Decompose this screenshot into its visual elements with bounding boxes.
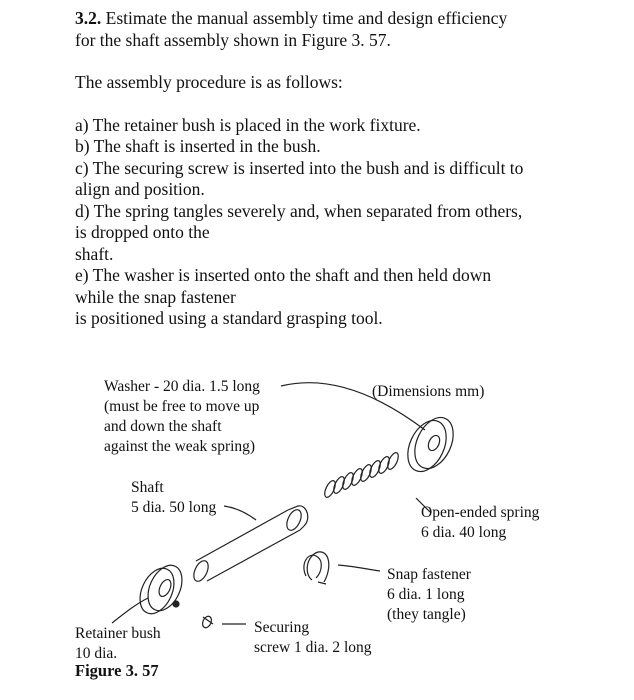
step-d-cont2: shaft. [75,243,114,264]
step-c: c) The securing screw is inserted into the bush and is difficult to [75,157,524,178]
retainer-bush-label: Retainer bush 10 dia. [75,625,161,662]
step-d: d) The spring tangles severely and, when separated from others, [75,200,523,221]
shaft-leader [224,506,256,520]
question-number: 3.2. [75,8,102,28]
step-e-cont: while the snap fastener [75,286,236,307]
retainer-bush-part [133,560,188,619]
step-e: e) The washer is inserted onto the shaft and then held down [75,265,492,285]
question-title: 3.2. Estimate the manual assembly time and design efficiency [75,8,508,28]
figure-caption: Figure 3. 57 [75,661,159,680]
step-d-cont: is dropped onto the [75,222,210,242]
snap-leader [338,565,380,571]
shaft-label: Shaft 5 dia. 50 long [131,479,217,516]
step-b: b) The shaft is inserted in the bush. [75,136,321,156]
bush-leader [112,598,148,623]
washer-label: Washer - 20 dia. 1.5 long (must be free to move up and down the shaft against the weak spring) [104,378,260,455]
securing-screw-part [201,615,213,629]
snap-fastener-label: Snap fastener 6 dia. 1 long (they tangle) [387,566,471,623]
question-title-line2: for the shaft assembly shown in Figure 3. 57. [75,29,391,50]
dimensions-note: (Dimensions mm) [372,383,485,400]
procedure-intro: The assembly procedure is as follows: [75,72,343,92]
spring-part [323,451,401,499]
snap-fastener-part [304,552,329,584]
securing-screw-label: Securing screw 1 dia. 2 long [254,619,372,656]
step-c-cont: align and position. [75,179,205,199]
step-e-cont2: is positioned using a standard grasping tool. [75,308,383,328]
step-a: a) The retainer bush is placed in the work fixture. [75,114,421,135]
washer-part [400,411,461,477]
spring-label: Open-ended spring 6 dia. 40 long [421,504,540,541]
